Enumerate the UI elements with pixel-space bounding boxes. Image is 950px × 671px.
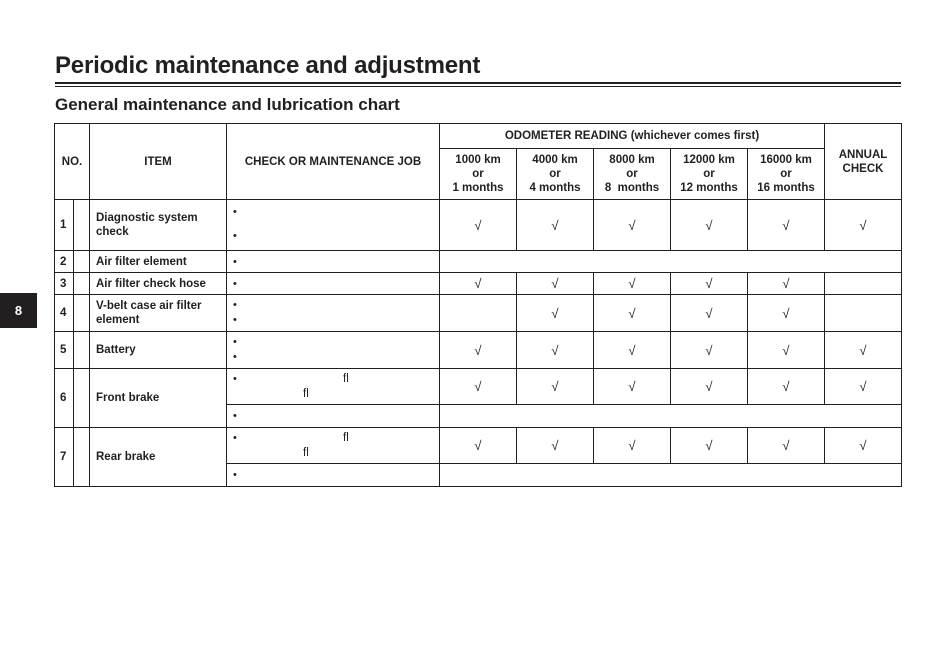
- empty-cell: [825, 295, 902, 332]
- interval-months: 16 months: [757, 182, 815, 194]
- row-spacer: [74, 369, 90, 428]
- row-spacer: [74, 295, 90, 332]
- row-number: 6: [55, 369, 74, 428]
- row-number: 5: [55, 332, 74, 369]
- interval-2: [517, 149, 594, 200]
- table-row: [55, 332, 902, 369]
- check-mark: √: [594, 295, 671, 332]
- row-number: 1: [55, 200, 74, 251]
- row-spacer: [74, 200, 90, 251]
- check-mark: √: [517, 200, 594, 251]
- row-spacer: [74, 273, 90, 295]
- header-annual-line2: CHECK: [842, 162, 884, 175]
- check-mark: √: [594, 273, 671, 295]
- bullet-icon: •: [233, 410, 237, 422]
- row-job: [227, 273, 440, 295]
- row-item-line: check: [96, 226, 129, 238]
- interval-months: 12 months: [680, 182, 738, 194]
- check-mark: √: [517, 369, 594, 405]
- header-odometer: ODOMETER READING (whichever comes first): [440, 124, 825, 149]
- table-row: [55, 273, 902, 295]
- check-mark: √: [748, 273, 825, 295]
- row-spacer: [74, 332, 90, 369]
- check-mark: √: [825, 369, 902, 405]
- interval-or: or: [472, 168, 484, 180]
- row-job: [227, 428, 440, 464]
- interval-km: 1000 km: [455, 154, 501, 166]
- table-row: [55, 295, 902, 332]
- check-mark: √: [671, 200, 748, 251]
- bullet-icon: •: [233, 336, 237, 348]
- empty-cell: [825, 273, 902, 295]
- check-mark: √: [748, 200, 825, 251]
- page-title: Periodic maintenance and adjustment: [55, 52, 481, 79]
- table-row: [55, 200, 902, 251]
- check-mark: √: [825, 200, 902, 251]
- check-mark: √: [748, 428, 825, 464]
- row-item-line: V-belt case air filter: [96, 300, 202, 312]
- maintenance-chart: [54, 123, 902, 487]
- check-mark: √: [440, 332, 517, 369]
- check-mark: √: [748, 295, 825, 332]
- header-job: CHECK OR MAINTENANCE JOB: [227, 124, 440, 200]
- check-mark: √: [671, 332, 748, 369]
- interval-km: 4000 km: [532, 154, 578, 166]
- check-mark: √: [671, 295, 748, 332]
- row-number: 4: [55, 295, 74, 332]
- row-job: [227, 295, 440, 332]
- bullet-icon: •: [233, 373, 237, 385]
- row-job: [227, 200, 440, 251]
- row-spacer: [74, 251, 90, 273]
- table-row: [55, 369, 902, 405]
- bullet-icon: •: [233, 314, 237, 326]
- empty-cell: [440, 295, 517, 332]
- check-mark: √: [440, 428, 517, 464]
- interval-months: 8 months: [604, 182, 660, 194]
- interval-4: [671, 149, 748, 200]
- title-rule-thick: [55, 82, 901, 84]
- interval-km: 8000 km: [609, 154, 655, 166]
- table-row: [55, 251, 902, 273]
- check-mark: √: [594, 428, 671, 464]
- bullet-icon: •: [233, 230, 237, 242]
- section-title: General maintenance and lubrication chart: [55, 95, 400, 114]
- ligature-glyph: fl: [303, 388, 309, 400]
- check-mark: √: [517, 428, 594, 464]
- row-item: Air filter check hose: [90, 273, 227, 295]
- header-annual: [825, 124, 902, 200]
- interval-months: 4 months: [529, 182, 581, 194]
- bullet-icon: •: [233, 432, 237, 444]
- bullet-icon: •: [233, 351, 237, 363]
- row-item-line: Diagnostic system: [96, 212, 198, 224]
- row-number: 3: [55, 273, 74, 295]
- row-number: 2: [55, 251, 74, 273]
- check-mark: √: [517, 273, 594, 295]
- header-row: [55, 124, 902, 149]
- table-row: [55, 428, 902, 464]
- row-item: [90, 295, 227, 332]
- row-number: 7: [55, 428, 74, 487]
- interval-or: or: [780, 168, 792, 180]
- interval-3: [594, 149, 671, 200]
- row-empty-span: [440, 464, 902, 487]
- row-item: Rear brake: [90, 428, 227, 487]
- interval-months: 1 months: [452, 182, 504, 194]
- row-item: Air filter element: [90, 251, 227, 273]
- row-item-line: element: [96, 314, 140, 326]
- interval-or: or: [626, 168, 638, 180]
- header-no: NO.: [55, 124, 90, 200]
- row-empty-span: [440, 251, 902, 273]
- header-annual-line1: ANNUAL: [838, 148, 888, 161]
- bullet-icon: •: [233, 469, 237, 481]
- ligature-glyph: fl: [343, 432, 349, 444]
- check-mark: √: [671, 369, 748, 405]
- bullet-icon: •: [233, 255, 237, 268]
- row-spacer: [74, 428, 90, 487]
- bullet-icon: •: [233, 299, 237, 311]
- row-empty-span: [440, 405, 902, 428]
- row-job: [227, 405, 440, 428]
- title-rule-thin: [55, 86, 901, 87]
- row-item: [90, 200, 227, 251]
- check-mark: √: [748, 369, 825, 405]
- check-mark: √: [594, 200, 671, 251]
- header-item: ITEM: [90, 124, 227, 200]
- interval-5: [748, 149, 825, 200]
- check-mark: √: [825, 332, 902, 369]
- bullet-icon: •: [233, 277, 237, 290]
- check-mark: √: [594, 369, 671, 405]
- bullet-icon: •: [233, 206, 237, 218]
- check-mark: √: [440, 369, 517, 405]
- check-mark: √: [440, 273, 517, 295]
- check-mark: √: [517, 332, 594, 369]
- check-mark: √: [594, 332, 671, 369]
- check-mark: √: [517, 295, 594, 332]
- interval-or: or: [549, 168, 561, 180]
- row-job: [227, 332, 440, 369]
- row-item: Front brake: [90, 369, 227, 428]
- interval-1: [440, 149, 517, 200]
- check-mark: √: [671, 428, 748, 464]
- check-mark: √: [748, 332, 825, 369]
- interval-or: or: [703, 168, 715, 180]
- row-job: [227, 369, 440, 405]
- row-job: [227, 464, 440, 487]
- interval-km: 12000 km: [683, 154, 735, 166]
- interval-km: 16000 km: [760, 154, 812, 166]
- chapter-number: 8: [14, 303, 23, 318]
- check-mark: √: [671, 273, 748, 295]
- ligature-glyph: fl: [303, 447, 309, 459]
- chapter-tab: [0, 293, 37, 328]
- check-mark: √: [440, 200, 517, 251]
- row-item: Battery: [90, 332, 227, 369]
- ligature-glyph: fl: [343, 373, 349, 385]
- row-job: [227, 251, 440, 273]
- check-mark: √: [825, 428, 902, 464]
